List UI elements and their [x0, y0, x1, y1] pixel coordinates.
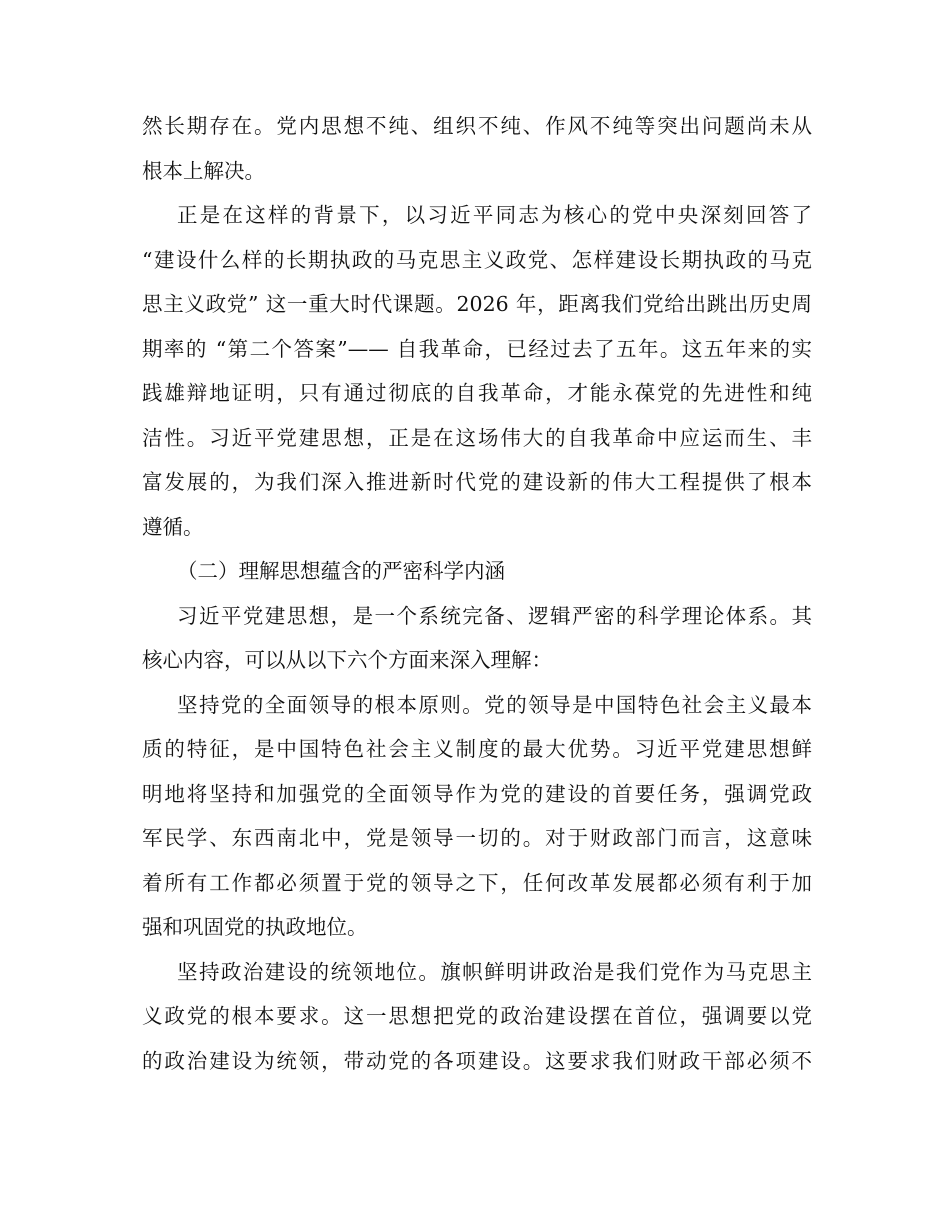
paragraph-2-line-7: 富发展的，为我们深入推进新时代党的建设新的伟大工程提供了根本: [142, 470, 812, 494]
paragraph-4-line-4: 军民学、东西南北中，党是领导一切的。对于财政部门而言，这意味: [142, 826, 812, 850]
paragraph-5-line-2: 义政党的根本要求。这一思想把党的政治建设摆在首位，强调要以党: [142, 1004, 812, 1028]
paragraph-4-line-2: 质的特征，是中国特色社会主义制度的最大优势。习近平党建思想鲜: [142, 737, 812, 761]
section-heading: （二）理解思想蕴含的严密科学内涵: [177, 559, 505, 583]
paragraph-5-line-3: 的政治建设为统领，带动党的各项建设。这要求我们财政干部必须不: [142, 1048, 812, 1073]
paragraph-3-line-2: 核心内容，可以从以下六个方面来深入理解：: [142, 648, 552, 672]
paragraph-1-line-1: 然长期存在。党内思想不纯、组织不纯、作风不纯等突出问题尚未从: [142, 114, 812, 138]
paragraph-2-line-6: 洁性。习近平党建思想，正是在这场伟大的自我革命中应运而生、丰: [142, 425, 812, 450]
paragraph-4-line-6: 强和巩固党的执政地位。: [142, 915, 368, 939]
paragraph-4-line-1: 坚持党的全面领导的根本原则。党的领导是中国特色社会主义最本: [177, 692, 812, 717]
paragraph-2-line-4: 期率的 “第二个答案”—— 自我革命，已经过去了五年。这五年来的实: [142, 336, 812, 361]
paragraph-4-line-5: 着所有工作都必须置于党的领导之下，任何改革发展都必须有利于加: [142, 870, 812, 895]
paragraph-3-line-1: 习近平党建思想，是一个系统完备、逻辑严密的科学理论体系。其: [177, 603, 812, 628]
paragraph-2-line-1: 正是在这样的背景下，以习近平同志为核心的党中央深刻回答了: [177, 203, 812, 227]
paragraph-2-line-2: “建设什么样的长期执政的马克思主义政党、怎样建设长期执政的马克: [142, 247, 812, 272]
paragraph-2-line-8: 遵循。: [142, 514, 204, 539]
paragraph-2-line-5: 践雄辩地证明，只有通过彻底的自我革命，才能永葆党的先进性和纯: [142, 381, 812, 405]
paragraph-1-line-2: 根本上解决。: [142, 158, 265, 183]
paragraph-2-line-3: 思主义政党” 这一重大时代课题。2026 年，距离我们党给出跳出历史周: [142, 292, 812, 316]
paragraph-4-line-3: 明地将坚持和加强党的全面领导作为党的建设的首要任务，强调党政: [142, 781, 812, 806]
document-body: [142, 104, 812, 1083]
paragraph-5-line-1: 坚持政治建设的统领地位。旗帜鲜明讲政治是我们党作为马克思主: [177, 959, 812, 984]
